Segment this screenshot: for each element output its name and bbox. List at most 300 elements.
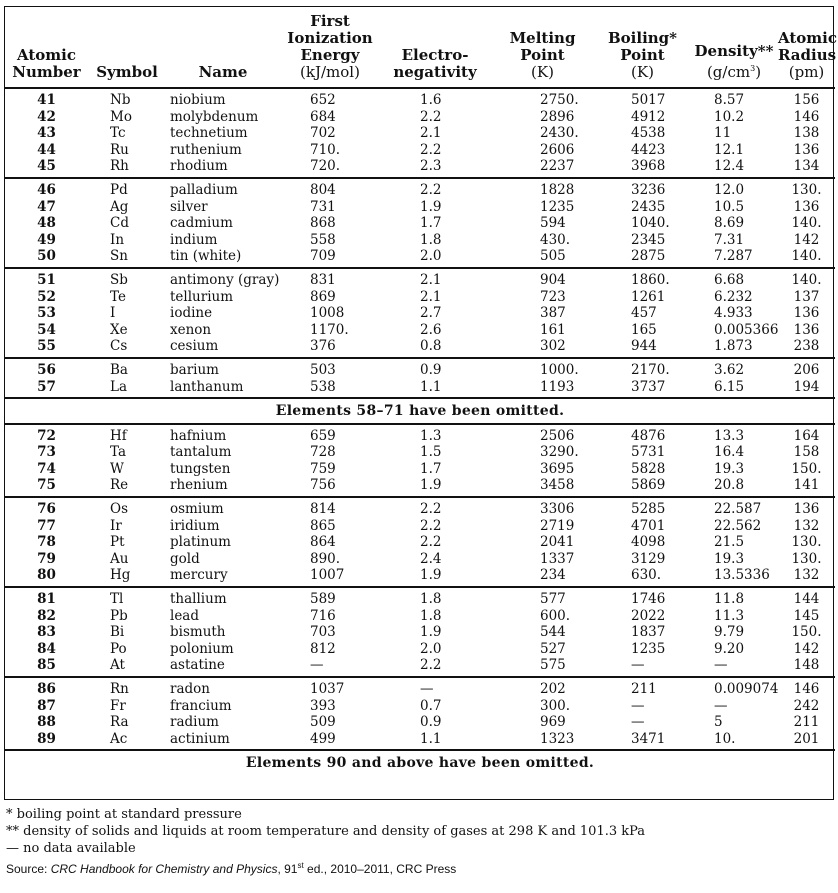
omitted-message: Elements 58–71 have been omitted. [275,403,565,420]
atomic-number-cell: 49 [37,231,56,248]
atomic-number-cell: 45 [37,158,56,175]
element-name-cell: polonium [170,640,234,657]
boiling-point-cell: 5731 [631,444,666,461]
atomic-radius-cell: 156 [793,92,820,108]
ionization-energy-cell: 869 [310,288,336,305]
electronegativity-cell: 2.2 [420,108,442,125]
table-row [5,424,835,445]
atomic-radius-cell: 141 [793,477,820,494]
density-cell: 0.005366 [714,321,779,338]
atomic-radius-cell: 206 [793,361,820,378]
header-atomic-number: Atomic Number [12,46,81,81]
atomic-number-cell: 78 [37,534,56,551]
melting-point-cell: 2506 [540,427,575,444]
electronegativity-cell: 1.9 [420,477,442,494]
electronegativity-cell: 1.5 [420,444,442,461]
table-row [5,158,835,178]
boiling-point-cell: 2875 [631,248,666,265]
symbol-cell: Ta [110,444,127,461]
symbol-cell: Sb [110,271,128,288]
element-name-cell: indium [170,231,218,248]
table-row [5,567,835,587]
element-name-cell: bismuth [170,624,226,641]
header-electronegativity: Electro- negativity [393,46,477,81]
element-name-cell: tin (white) [170,248,242,265]
table-row [5,338,835,358]
electronegativity-cell: 1.8 [420,591,442,608]
element-name-cell: tellurium [170,288,234,305]
electronegativity-cell: 2.2 [420,181,442,198]
element-data-table-frame [4,6,838,800]
table-row [5,125,835,142]
ionization-energy-cell: 865 [310,517,336,534]
boiling-point-cell: 5017 [631,92,666,108]
ionization-energy-cell: 1007 [310,567,345,584]
atomic-number-cell: 87 [37,697,56,714]
element-name-cell: francium [170,697,232,714]
table-row [5,461,835,478]
electronegativity-cell: 2.2 [420,657,442,674]
electronegativity-cell: 2.3 [420,158,442,175]
melting-point-cell: 904 [540,271,566,288]
table-row [5,379,835,399]
table-row [5,215,835,232]
melting-point-cell: 3695 [540,460,575,477]
boiling-point-cell: 4423 [631,141,666,158]
atomic-radius-cell: 158 [793,444,820,461]
atomic-number-cell: 76 [37,501,56,518]
omitted-message: Elements 90 and above have been omitted. [245,755,595,772]
element-name-cell: mercury [170,567,228,584]
density-cell: 12.0 [714,181,745,198]
element-name-cell: rhodium [170,158,228,175]
electronegativity-cell: 1.8 [420,231,442,248]
symbol-cell: Cs [110,338,128,355]
table-row [5,444,835,461]
atomic-number-cell: 82 [37,607,56,624]
density-cell: 7.31 [714,231,745,248]
symbol-cell: Ra [110,714,129,731]
atomic-radius-cell: 142 [793,640,820,657]
atomic-radius-cell: 140. [791,271,822,288]
atomic-number-cell: 52 [37,288,56,305]
ionization-energy-cell: 812 [310,640,336,657]
atomic-number-cell: 46 [37,181,56,198]
symbol-cell: Bi [110,624,125,641]
table-row [5,518,835,535]
electronegativity-cell: 1.8 [420,607,442,624]
element-group [5,424,835,497]
density-cell: 19.3 [714,460,745,477]
atomic-number-cell: 50 [37,248,56,265]
melting-point-cell: 2750. [540,92,579,108]
boiling-point-cell: 165 [631,321,657,338]
symbol-cell: Te [110,288,126,305]
symbol-cell: Ag [110,198,129,215]
symbol-cell: Fr [110,697,126,714]
atomic-radius-cell: 130. [791,550,822,567]
boiling-point-cell: — [631,697,645,714]
element-name-cell: xenon [170,321,212,338]
melting-point-cell: 302 [540,338,566,355]
symbol-cell: Rn [110,681,129,697]
atomic-number-cell: 72 [37,427,56,444]
electronegativity-cell: 0.9 [420,714,442,731]
melting-point-cell: 2896 [540,108,575,125]
symbol-cell: Os [110,501,128,518]
atomic-radius-cell: 145 [793,607,820,624]
ionization-energy-cell: 538 [310,378,336,395]
melting-point-cell: 544 [540,624,566,641]
atomic-number-cell: 83 [37,624,56,641]
atomic-number-cell: 43 [37,125,56,142]
element-data-table [5,7,838,775]
melting-point-cell: 161 [540,321,566,338]
ionization-energy-cell: 703 [310,624,336,641]
boiling-point-cell: 5285 [631,501,666,518]
table-row [5,608,835,625]
melting-point-cell: 1193 [540,378,575,395]
atomic-number-cell: 77 [37,517,56,534]
atomic-radius-cell: 132 [793,567,820,584]
element-name-cell: tungsten [170,460,231,477]
omitted-elements-note [5,750,835,775]
symbol-cell: Hg [110,567,131,584]
atomic-radius-cell: 140. [791,248,822,265]
element-name-cell: rhenium [170,477,228,494]
electronegativity-cell: 0.7 [420,697,442,714]
melting-point-cell: 594 [540,215,566,232]
density-cell: 10.5 [714,198,745,215]
ionization-energy-cell: 868 [310,215,336,232]
atomic-radius-cell: 164 [793,427,820,444]
melting-point-cell: 202 [540,681,566,697]
boiling-point-cell: 1746 [631,591,666,608]
table-row [5,268,835,289]
electronegativity-cell: — [420,681,434,697]
ionization-energy-cell: 864 [310,534,336,551]
atomic-number-cell: 54 [37,321,56,338]
ionization-energy-cell: 731 [310,198,336,215]
atomic-number-cell: 48 [37,215,56,232]
omitted-elements-note [5,398,835,424]
symbol-cell: Ru [110,141,129,158]
boiling-point-cell: 3236 [631,181,666,198]
density-cell: 11 [714,125,732,142]
ionization-energy-cell: 589 [310,591,336,608]
boiling-point-cell: 4538 [631,125,666,142]
density-cell: 13.5336 [714,567,770,584]
ionization-energy-cell: 702 [310,125,336,142]
ionization-energy-cell: 831 [310,271,336,288]
element-group [5,178,835,268]
element-name-cell: iridium [170,517,220,534]
electronegativity-cell: 2.0 [420,640,442,657]
electronegativity-cell: 1.7 [420,460,442,477]
atomic-radius-cell: 136 [793,198,820,215]
melting-point-cell: 2237 [540,158,575,175]
electronegativity-cell: 2.1 [420,288,442,305]
element-name-cell: thallium [170,591,227,608]
symbol-cell: Sn [110,248,128,265]
ionization-energy-cell: 1008 [310,305,345,322]
density-cell: 20.8 [714,477,745,494]
melting-point-cell: 3306 [540,501,575,518]
header-boiling-point: Boiling* Point (K) [607,29,678,81]
element-group [5,677,835,750]
symbol-cell: Rh [110,158,129,175]
element-name-cell: barium [170,361,219,378]
electronegativity-cell: 1.6 [420,92,442,108]
symbol-cell: I [110,305,116,322]
element-name-cell: astatine [170,657,225,674]
melting-point-cell: 527 [540,640,566,657]
melting-point-cell: 3458 [540,477,575,494]
table-row [5,497,835,518]
density-cell: 5 [714,714,723,731]
footnote-density: ** density of solids and liquids at room temperature and density of gases at 298 K and 101.3 kPa [6,824,646,839]
element-name-cell: hafnium [170,427,227,444]
ionization-energy-cell: 756 [310,477,336,494]
density-cell: 6.68 [714,271,745,288]
atomic-number-cell: 42 [37,108,56,125]
boiling-point-cell: 3737 [631,378,666,395]
electronegativity-cell: 2.7 [420,305,442,322]
atomic-number-cell: 57 [37,378,56,395]
melting-point-cell: 2606 [540,141,575,158]
boiling-point-cell: 630. [631,567,662,584]
density-cell: 10. [714,730,736,747]
density-cell: 21.5 [714,534,745,551]
ionization-energy-cell: — [310,657,324,674]
table-header [5,7,838,88]
atomic-radius-cell: 146 [793,681,820,697]
atomic-number-cell: 74 [37,460,56,477]
element-name-cell: antimony (gray) [170,271,280,288]
atomic-radius-cell: 148 [793,657,820,674]
electronegativity-cell: 1.9 [420,198,442,215]
density-cell: 7.287 [714,248,753,265]
electronegativity-cell: 2.2 [420,534,442,551]
density-cell: 3.62 [714,361,745,378]
electronegativity-cell: 1.9 [420,567,442,584]
atomic-number-cell: 55 [37,338,56,355]
footnote-no-data: — no data available [6,841,136,856]
atomic-radius-cell: 146 [793,108,820,125]
element-group [5,358,835,398]
atomic-radius-cell: 201 [793,730,820,747]
table-row [5,232,835,249]
atomic-radius-cell: 144 [793,591,820,608]
ionization-energy-cell: 509 [310,714,336,731]
element-name-cell: technetium [170,125,248,142]
density-cell: — [714,657,728,674]
electronegativity-cell: 2.1 [420,271,442,288]
atomic-radius-cell: 238 [793,338,820,355]
header-name: Name [198,63,248,81]
boiling-point-cell: 1261 [631,288,666,305]
header-symbol: Symbol [96,63,158,81]
symbol-cell: La [110,378,128,395]
element-name-cell: palladium [170,181,238,198]
element-name-cell: silver [170,198,208,215]
ionization-energy-cell: 558 [310,231,336,248]
table-row [5,248,835,268]
atomic-radius-cell: 130. [791,181,822,198]
density-cell: 19.3 [714,550,745,567]
melting-point-cell: 3290. [540,444,579,461]
symbol-cell: Xe [110,321,128,338]
melting-point-cell: 1828 [540,181,575,198]
omitted-row [5,398,835,424]
element-name-cell: molybdenum [170,108,259,125]
ionization-energy-cell: 684 [310,108,336,125]
melting-point-cell: 505 [540,248,566,265]
atomic-radius-cell: 150. [791,624,822,641]
electronegativity-cell: 1.9 [420,624,442,641]
symbol-cell: In [110,231,125,248]
table-row [5,731,835,751]
table-row [5,199,835,216]
density-cell: 12.1 [714,141,745,158]
density-cell: 10.2 [714,108,745,125]
electronegativity-cell: 2.2 [420,141,442,158]
boiling-point-cell: 944 [631,338,657,355]
atomic-radius-cell: 137 [793,288,820,305]
atomic-number-cell: 84 [37,640,56,657]
boiling-point-cell: 1837 [631,624,666,641]
symbol-cell: Pd [110,181,128,198]
atomic-number-cell: 80 [37,567,56,584]
electronegativity-cell: 2.0 [420,248,442,265]
boiling-point-cell: 1040. [631,215,670,232]
table-row [5,587,835,608]
boiling-point-cell: 3129 [631,550,666,567]
ionization-energy-cell: 728 [310,444,336,461]
table-row [5,657,835,677]
melting-point-cell: 2430. [540,125,579,142]
element-group [5,497,835,587]
atomic-radius-cell: 150. [791,460,822,477]
atomic-number-cell: 53 [37,305,56,322]
boiling-point-cell: 4912 [631,108,666,125]
atomic-radius-cell: 136 [793,141,820,158]
atomic-number-cell: 75 [37,477,56,494]
ionization-energy-cell: 709 [310,248,336,265]
density-cell: 11.3 [714,607,745,624]
melting-point-cell: 1235 [540,198,575,215]
boiling-point-cell: 2345 [631,231,666,248]
density-cell: 13.3 [714,427,745,444]
boiling-point-cell: 4876 [631,427,666,444]
symbol-cell: Pt [110,534,125,551]
electronegativity-cell: 2.2 [420,501,442,518]
electronegativity-cell: 1.1 [420,730,442,747]
table-row [5,142,835,159]
boiling-point-cell: 3968 [631,158,666,175]
table-row [5,305,835,322]
melting-point-cell: 969 [540,714,566,731]
atomic-radius-cell: 134 [793,158,820,175]
symbol-cell: Tc [110,125,126,142]
symbol-cell: Pb [110,607,128,624]
electronegativity-cell: 2.6 [420,321,442,338]
atomic-radius-cell: 142 [793,231,820,248]
atomic-number-cell: 73 [37,444,56,461]
atomic-radius-cell: 136 [793,305,820,322]
ionization-energy-cell: 1037 [310,681,345,697]
ionization-energy-cell: 1170. [310,321,349,338]
table-row [5,289,835,306]
element-name-cell: iodine [170,305,213,322]
element-name-cell: tantalum [170,444,232,461]
table-row [5,322,835,339]
electronegativity-cell: 2.4 [420,550,442,567]
symbol-cell: Ir [110,517,122,534]
ionization-energy-cell: 503 [310,361,336,378]
melting-point-cell: 1323 [540,730,575,747]
element-name-cell: radon [170,681,210,697]
electronegativity-cell: 0.8 [420,338,442,355]
melting-point-cell: 1337 [540,550,575,567]
melting-point-cell: 600. [540,607,571,624]
atomic-radius-cell: 136 [793,501,820,518]
element-name-cell: ruthenium [170,141,242,158]
atomic-number-cell: 47 [37,198,56,215]
table-row [5,477,835,497]
density-cell: 9.79 [714,624,745,641]
density-cell: — [714,697,728,714]
table-row [5,534,835,551]
boiling-point-cell: 3471 [631,730,666,747]
ionization-energy-cell: 890. [310,550,341,567]
table-row [5,641,835,658]
table-row [5,677,835,698]
header-atomic-radius: Atomic Radius (pm) [778,29,838,81]
ionization-energy-cell: 716 [310,607,336,624]
melting-point-cell: 1000. [540,361,579,378]
symbol-cell: Mo [110,108,132,125]
boiling-point-cell: 5869 [631,477,666,494]
boiling-point-cell: 2435 [631,198,666,215]
table-row [5,358,835,379]
atomic-radius-cell: 194 [793,378,820,395]
element-group [5,587,835,677]
atomic-radius-cell: 138 [793,125,820,142]
symbol-cell: Ac [110,730,128,747]
boiling-point-cell: — [631,714,645,731]
element-name-cell: gold [170,550,200,567]
boiling-point-cell: 4701 [631,517,666,534]
boiling-point-cell: 2170. [631,361,670,378]
element-name-cell: platinum [170,534,231,551]
symbol-cell: Po [110,640,127,657]
element-name-cell: cesium [170,338,219,355]
atomic-number-cell: 41 [37,92,56,108]
symbol-cell: Nb [110,92,131,108]
boiling-point-cell: 5828 [631,460,666,477]
symbol-cell: Ba [110,361,128,378]
electronegativity-cell: 2.1 [420,125,442,142]
boiling-point-cell: 457 [631,305,657,322]
melting-point-cell: 575 [540,657,566,674]
element-name-cell: lead [170,607,199,624]
melting-point-cell: 234 [540,567,566,584]
density-cell: 16.4 [714,444,745,461]
electronegativity-cell: 2.2 [420,517,442,534]
table-row [5,178,835,199]
melting-point-cell: 430. [540,231,571,248]
